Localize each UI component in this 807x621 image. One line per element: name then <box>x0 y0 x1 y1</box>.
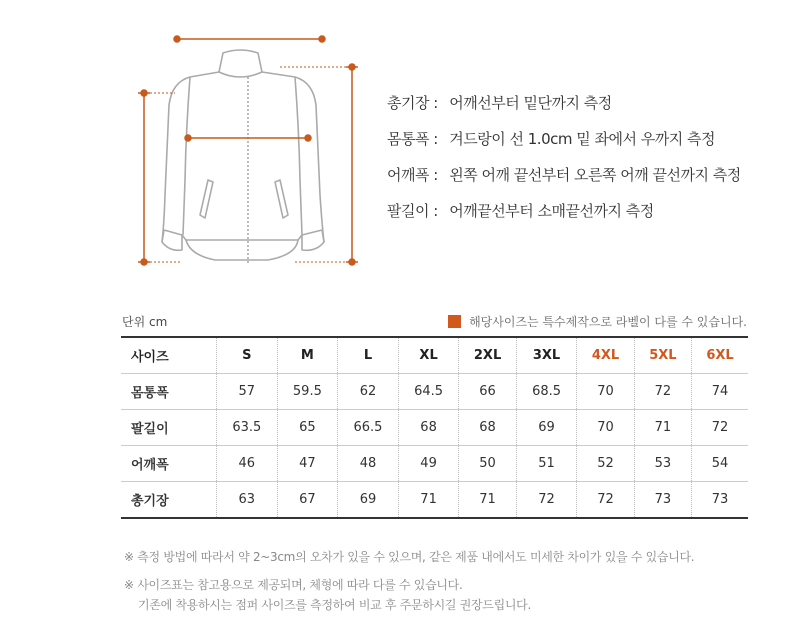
table-cell: 53 <box>634 446 691 482</box>
table-row <box>121 482 748 519</box>
header-2xl: 2XL <box>459 337 516 374</box>
footnote-reference: ※ 사이즈표는 참고용으로 제공되며, 체형에 따라 다를 수 있습니다. <box>124 578 463 592</box>
table-cell: 71 <box>634 410 691 446</box>
footnote-recommendation: 기존에 착용하시는 점퍼 사이즈를 측정하여 비교 후 주문하시길 권장드립니다. <box>138 598 531 612</box>
special-size-note-text: 해당사이즈는 특수제작으로 라벨이 다를 수 있습니다. <box>469 315 747 329</box>
table-cell: 73 <box>634 482 691 519</box>
legend-key: 어깨폭 : <box>387 166 438 184</box>
table-cell: 72 <box>692 410 748 446</box>
row-label: 어깨폭 <box>121 446 217 482</box>
orange-square-icon <box>448 315 461 328</box>
table-cell: 66 <box>459 374 516 410</box>
header-xl: XL <box>398 337 459 374</box>
header-4xl: 4XL <box>577 337 634 374</box>
header-5xl: 5XL <box>634 337 691 374</box>
legend-chest-width <box>387 128 715 149</box>
legend-desc: 왼쪽 어깨 끝선부터 오른쪽 어깨 끝선까지 측정 <box>449 166 741 184</box>
table-cell: 73 <box>692 482 748 519</box>
legend-sleeve-length <box>387 200 654 221</box>
header-size: 사이즈 <box>121 337 217 374</box>
header-m: M <box>277 337 338 374</box>
table-cell: 62 <box>338 374 399 410</box>
table-cell: 68.5 <box>516 374 577 410</box>
unit-label: 단위 cm <box>122 315 168 329</box>
footnote-tolerance: ※ 측정 방법에 따라서 약 2~3cm의 오차가 있을 수 있으며, 같은 제품 내에서도 미세한 차이가 있을 수 있습니다. <box>124 550 695 564</box>
table-cell: 67 <box>277 482 338 519</box>
table-cell: 54 <box>692 446 748 482</box>
size-table <box>121 336 748 519</box>
table-row <box>121 410 748 446</box>
table-cell: 71 <box>398 482 459 519</box>
table-cell: 68 <box>459 410 516 446</box>
legend-key: 몸통폭 : <box>387 130 438 148</box>
table-cell: 66.5 <box>338 410 399 446</box>
special-size-note <box>448 313 747 330</box>
table-cell: 74 <box>692 374 748 410</box>
table-cell: 63 <box>217 482 278 519</box>
table-cell: 70 <box>577 410 634 446</box>
table-cell: 69 <box>338 482 399 519</box>
table-cell: 72 <box>516 482 577 519</box>
header-3xl: 3XL <box>516 337 577 374</box>
legend-desc: 어깨선부터 밑단까지 측정 <box>449 94 612 112</box>
table-cell: 46 <box>217 446 278 482</box>
jacket-measurement-diagram <box>120 30 370 280</box>
legend-shoulder-width <box>387 164 741 185</box>
table-cell: 59.5 <box>277 374 338 410</box>
table-cell: 51 <box>516 446 577 482</box>
table-cell: 72 <box>634 374 691 410</box>
row-label: 총기장 <box>121 482 217 519</box>
table-cell: 65 <box>277 410 338 446</box>
table-cell: 69 <box>516 410 577 446</box>
legend-desc: 겨드랑이 선 1.0cm 밑 좌에서 우까지 측정 <box>449 130 715 148</box>
header-l: L <box>338 337 399 374</box>
table-row <box>121 374 748 410</box>
legend-total-length <box>387 92 612 113</box>
table-cell: 71 <box>459 482 516 519</box>
legend-key: 총기장 : <box>387 94 438 112</box>
table-cell: 48 <box>338 446 399 482</box>
table-header-row <box>121 337 748 374</box>
table-row <box>121 446 748 482</box>
table-cell: 64.5 <box>398 374 459 410</box>
table-cell: 47 <box>277 446 338 482</box>
row-label: 팔길이 <box>121 410 217 446</box>
table-cell: 57 <box>217 374 278 410</box>
table-cell: 49 <box>398 446 459 482</box>
header-6xl: 6XL <box>692 337 748 374</box>
legend-desc: 어깨끝선부터 소매끝선까지 측정 <box>449 202 654 220</box>
legend-key: 팔길이 : <box>387 202 438 220</box>
table-cell: 63.5 <box>217 410 278 446</box>
table-cell: 72 <box>577 482 634 519</box>
table-cell: 70 <box>577 374 634 410</box>
table-cell: 68 <box>398 410 459 446</box>
table-cell: 52 <box>577 446 634 482</box>
table-cell: 50 <box>459 446 516 482</box>
header-s: S <box>217 337 278 374</box>
row-label: 몸통폭 <box>121 374 217 410</box>
